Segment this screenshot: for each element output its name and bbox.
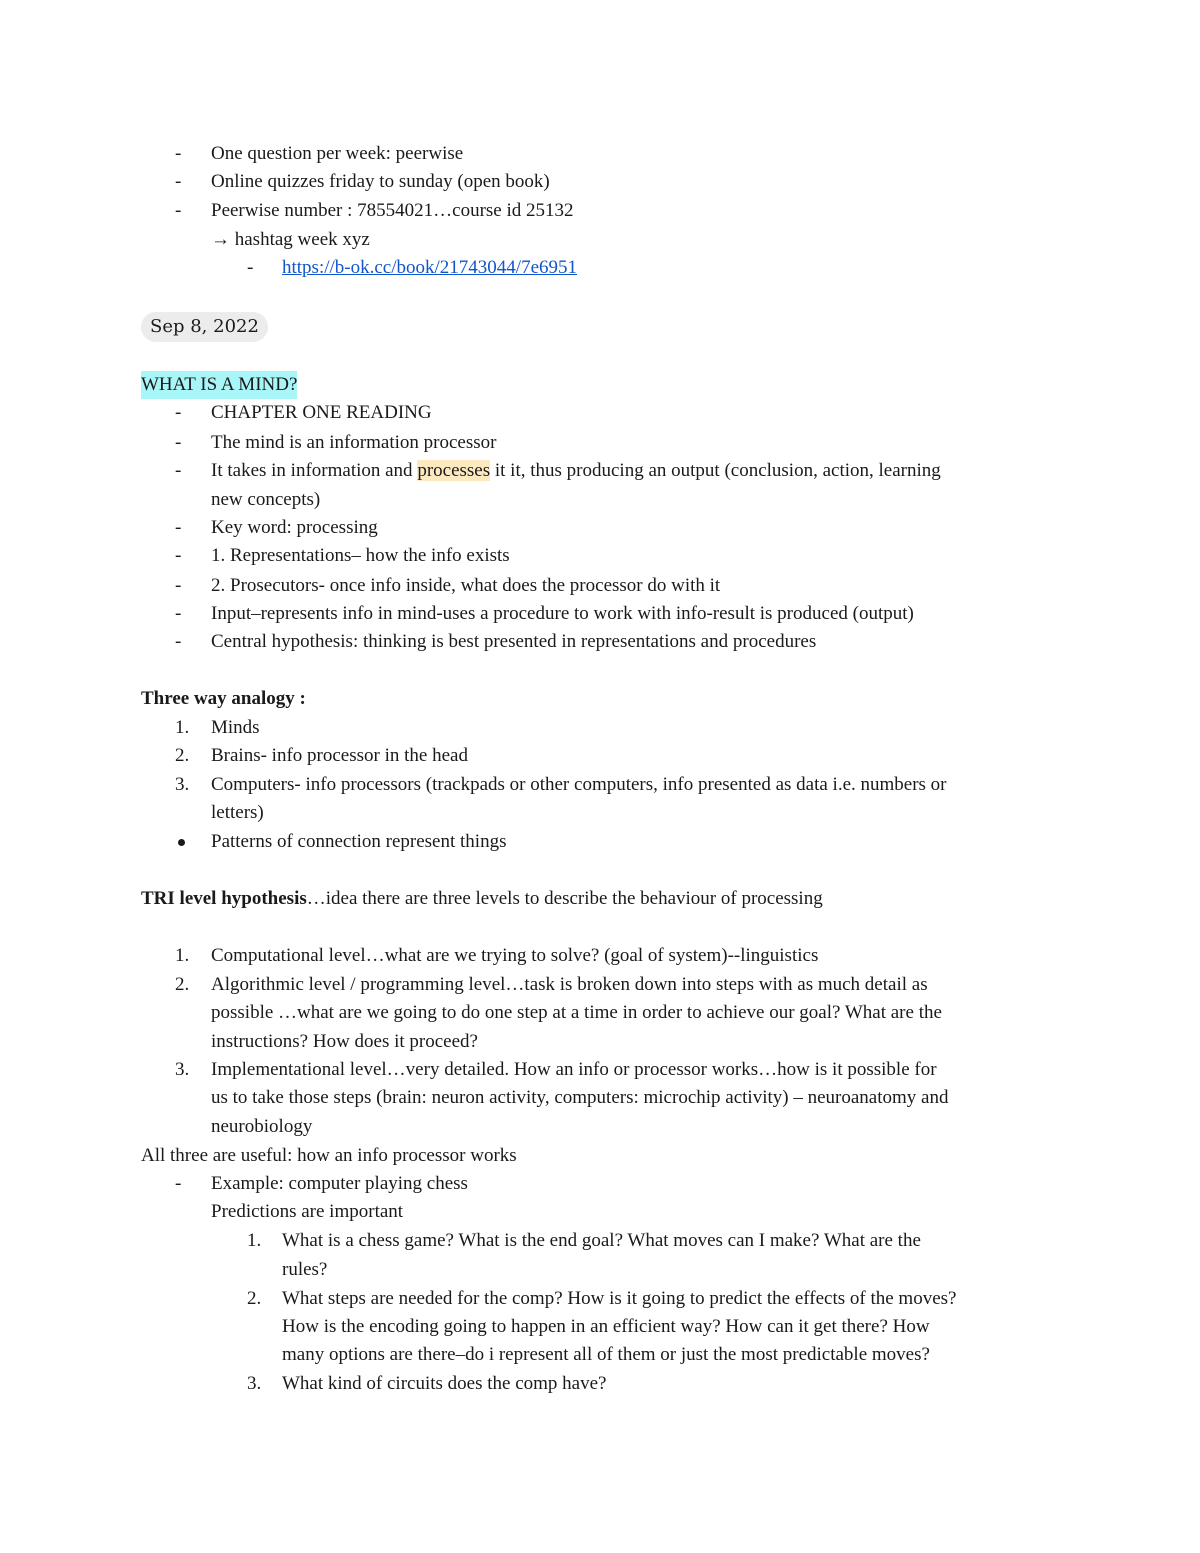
list-item: What kind of circuits does the comp have? bbox=[282, 1373, 607, 1394]
list-number: 1. bbox=[175, 945, 190, 966]
list-marker: - bbox=[175, 517, 182, 538]
list-marker: - bbox=[175, 603, 182, 624]
list-item: CHAPTER ONE READING bbox=[211, 402, 432, 423]
list-marker: - bbox=[175, 200, 182, 221]
list-item: Patterns of connection represent things bbox=[211, 831, 507, 852]
list-item-continuation: possible …what are we going to do one step at a time in order to achieve our goal? What are the bbox=[211, 1002, 942, 1023]
list-item: Key word: processing bbox=[211, 517, 378, 538]
list-number: 1. bbox=[247, 1230, 262, 1251]
section-heading bbox=[141, 885, 823, 913]
list-item: Brains- info processor in the head bbox=[211, 745, 468, 766]
list-item-continuation: neurobiology bbox=[211, 1116, 313, 1137]
list-number: 1. bbox=[175, 717, 190, 738]
list-item: Computers- info processors (trackpads or other computers, info presented as data i.e. numbers or bbox=[211, 774, 947, 795]
list-number: 2. bbox=[247, 1288, 262, 1309]
list-marker: - bbox=[175, 631, 182, 652]
list-marker: - bbox=[175, 460, 182, 481]
list-marker: - bbox=[175, 143, 182, 164]
list-item: Algorithmic level / programming level…task is broken down into steps with as much detail as bbox=[211, 974, 928, 995]
list-item: 2. Prosecutors- once info inside, what does the processor do with it bbox=[211, 575, 721, 596]
highlighted-word: processes bbox=[417, 460, 491, 481]
list-item: 1. Representations– how the info exists bbox=[211, 545, 510, 566]
list-item-continuation: instructions? How does it proceed? bbox=[211, 1031, 478, 1052]
list-item-text: it it, thus producing an output (conclusion, action, learning bbox=[490, 460, 941, 481]
list-item-continuation: Predictions are important bbox=[211, 1201, 404, 1222]
list-item: Input–represents info in mind-uses a procedure to work with info-result is produced (output) bbox=[211, 603, 914, 624]
list-item: Computational level…what are we trying to solve? (goal of system)--linguistics bbox=[211, 945, 819, 966]
list-marker: - bbox=[175, 402, 182, 423]
list-item: One question per week: peerwise bbox=[211, 143, 464, 164]
list-item-continuation: → hashtag week xyz bbox=[211, 229, 370, 250]
list-marker: - bbox=[247, 257, 254, 278]
list-item-continuation: letters) bbox=[211, 802, 264, 823]
paragraph: All three are useful: how an info processor works bbox=[141, 1145, 517, 1166]
list-item-continuation: us to take those steps (brain: neuron activity, computers: microchip activity) – neuroanatomy and bbox=[211, 1087, 949, 1108]
list-number: 3. bbox=[175, 1059, 190, 1080]
list-marker: - bbox=[175, 575, 182, 596]
list-item bbox=[211, 457, 941, 485]
list-item-continuation: rules? bbox=[282, 1259, 328, 1280]
section-heading: WHAT IS A MIND? bbox=[141, 371, 297, 399]
list-item: Central hypothesis: thinking is best presented in representations and procedures bbox=[211, 631, 817, 652]
list-number: 2. bbox=[175, 745, 190, 766]
list-item-continuation: many options are there–do i represent all of them or just the most predictable moves? bbox=[282, 1344, 930, 1365]
list-item: What is a chess game? What is the end goal? What moves can I make? What are the bbox=[282, 1230, 921, 1251]
heading-bold: TRI level hypothesis bbox=[141, 888, 307, 909]
list-item: Online quizzes friday to sunday (open book) bbox=[211, 171, 550, 192]
list-item-continuation: How is the encoding going to happen in an efficient way? How can it get there? How bbox=[282, 1316, 930, 1337]
section-heading: Three way analogy : bbox=[141, 688, 306, 709]
list-item-text: It takes in information and bbox=[211, 460, 418, 481]
date-chip[interactable]: Sep 8, 2022 bbox=[141, 312, 268, 342]
list-item-continuation: new concepts) bbox=[211, 489, 321, 510]
list-number: 2. bbox=[175, 974, 190, 995]
heading-rest: …idea there are three levels to describe the behaviour of processing bbox=[306, 888, 823, 909]
list-number: 3. bbox=[175, 774, 190, 795]
list-marker: - bbox=[175, 171, 182, 192]
list-item: Implementational level…very detailed. How an info or processor works…how is it possible for bbox=[211, 1059, 937, 1080]
list-number: 3. bbox=[247, 1373, 262, 1394]
list-marker: - bbox=[175, 545, 182, 566]
book-link[interactable]: https://b-ok.cc/book/21743044/7e6951 bbox=[282, 257, 578, 278]
list-marker: - bbox=[175, 1173, 182, 1194]
bullet-icon bbox=[178, 839, 185, 846]
list-item: Peerwise number : 78554021…course id 25132 bbox=[211, 200, 574, 221]
list-marker: - bbox=[175, 432, 182, 453]
list-item: What steps are needed for the comp? How is it going to predict the effects of the moves? bbox=[282, 1288, 957, 1309]
list-item: Minds bbox=[211, 717, 260, 738]
list-item: The mind is an information processor bbox=[211, 432, 497, 453]
list-item: Example: computer playing chess bbox=[211, 1173, 468, 1194]
